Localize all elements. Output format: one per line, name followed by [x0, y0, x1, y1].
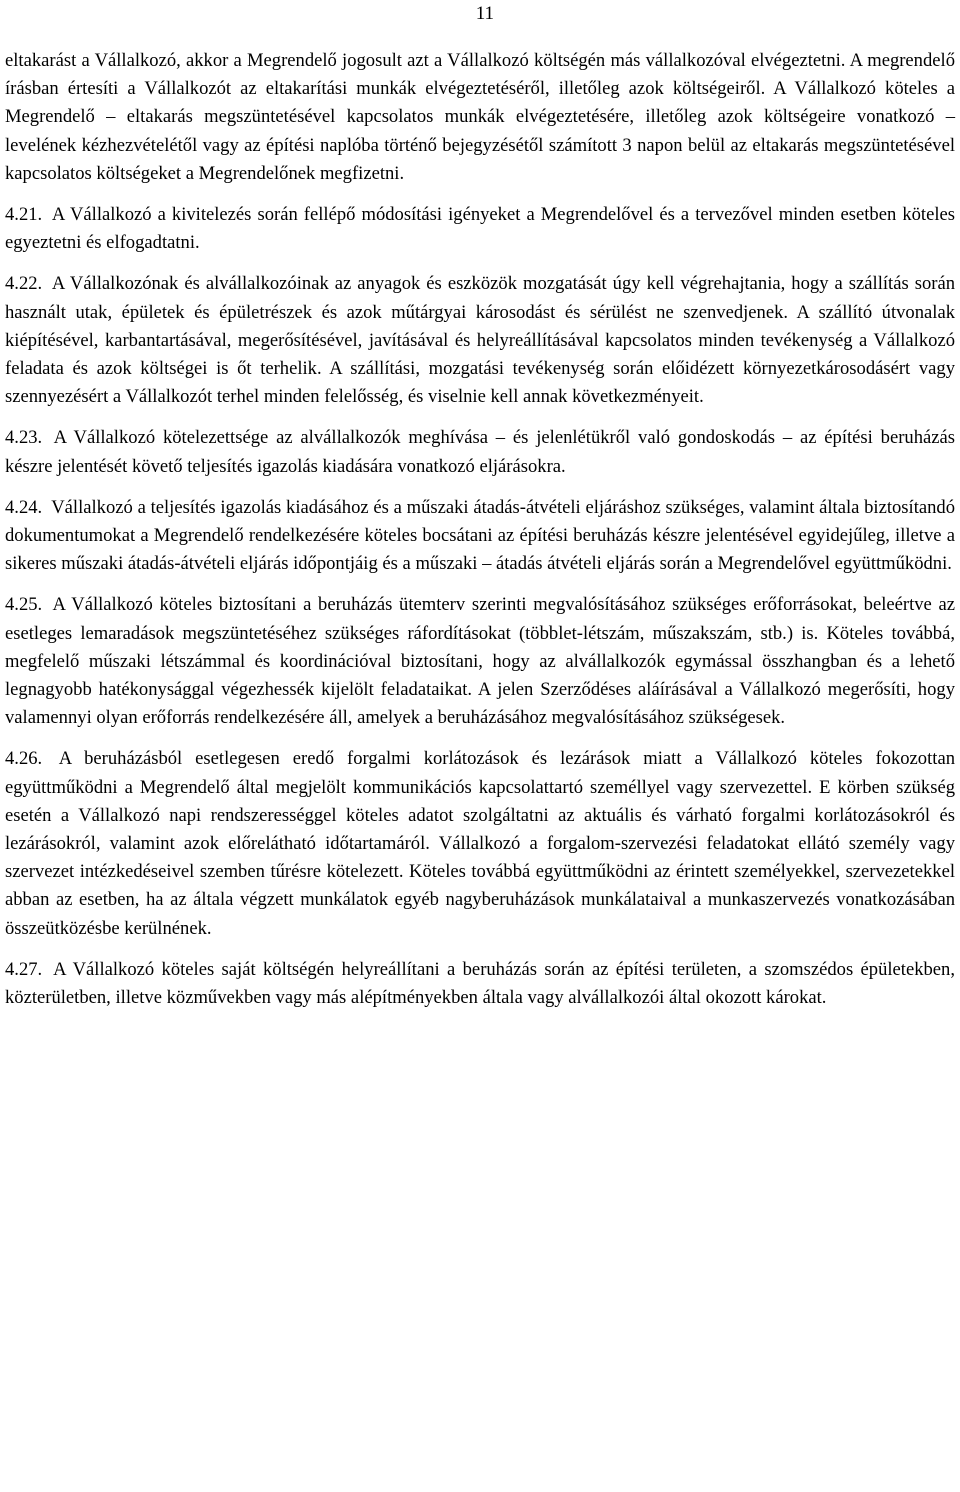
paragraph-number: 4.22. [5, 273, 43, 295]
document-body [5, 47, 955, 1025]
paragraph-4-22 [5, 270, 955, 411]
paragraph-number: 4.26. [5, 748, 43, 770]
paragraph-number: 4.23. [5, 427, 43, 449]
paragraph-number: 4.25. [5, 594, 43, 616]
paragraph-4-21 [5, 201, 955, 257]
paragraph-text: A Vállalkozó a kivitelezés során fellépő módosítási igényeket a Megrendelővel és a tervezővel minden esetben köteles egyeztetni és elfogadtatni. [5, 204, 955, 254]
paragraph-continuation [5, 47, 955, 188]
paragraph-4-24 [5, 494, 955, 579]
paragraph-number: 4.24. [5, 496, 43, 518]
paragraph-text: A Vállalkozó köteles biztosítani a beruházás ütemterv szerinti megvalósításához szükséges erőforrásokat, beleértve az esetleges lemaradások megszüntetéséhez szükséges ráfordításokat (többlet-létszám, műszakszám, stb.) is. Köteles továbbá, megfelelő műszaki létszámmal és koordinációval biztosítani, hogy az alvállalkozók egymással összhangban és a lehető legnagyobb hatékonysággal végezhessék kijelölt feladataikat. A jelen Szerződéses aláírásával a Vállalkozó megerősíti, hogy valamennyi olyan erőforrás rendelkezésére áll, amelyek a beruházásához megvalósításához szükségesek. [5, 594, 956, 729]
paragraph-text: Vállalkozó a teljesítés igazolás kiadásához és a műszaki átadás-átvételi eljáráshoz szükséges, valamint általa biztosítandó dokumentumokat a Megrendelő rendelkezésére köteles bocsátani az építési beruházás készre jelentésével egyidejűleg, illetve a sikeres műszaki átadás-átvételi eljárás időpontjáig és a műszaki – átadás átvételi eljárás során a Megrendelővel együttműködni. [5, 496, 955, 575]
paragraph-text: eltakarást a Vállalkozó, akkor a Megrendelő jogosult azt a Vállalkozó költségén más vállalkozóval elvégeztetni. A megrendelő írásban értesíti a Vállalkozót az eltakarítási munkák elvégeztetéséről, illetőleg azok költségeiről. A Vállalkozó köteles a Megrendelő – eltakarás megszüntetésével kapcsolatos munkák elvégeztetésére, illetőleg azok költségeire vonatkozó – levelének kézhezvételétől vagy az építési naplóba történő bejegyzésétől számított 3 napon belül az eltakarás megszüntetésével kapcsolatos költségeket a Megrendelőnek megfizetni. [5, 50, 955, 184]
paragraph-text: A Vállalkozónak és alvállalkozóinak az anyagok és eszközök mozgatását úgy kell végrehajtania, hogy a szállítás során használt utak, épületek és épületrészek és azok műtárgyai károsodást és sérülést ne szenvedjenek. A szállító útvonalak kiépítésével, karbantartásával, megerősítésével, javításával és helyreállításával kapcsolatos minden tevékenység a Vállalkozó feladata és azok költségei is őt terhelik. A szállítási, mozgatási tevékenység során előidézett környezetkárosodásért vagy szennyezésért a Vállalkozót terhel minden felelősség, és viselnie kell annak következményeit. [5, 273, 955, 408]
paragraph-text: A Vállalkozó kötelezettsége az alvállalkozók meghívása – és jelenlétükről való gondoskodás – az építési beruházás készre jelentését követő teljesítés igazolás kiadására vonatkozó eljárásokra. [5, 427, 955, 477]
paragraph-number: 4.27. [5, 958, 43, 980]
paragraph-4-26 [5, 745, 955, 942]
paragraph-text: A Vállalkozó köteles saját költségén helyreállítani a beruházás során az építési területen, a szomszédos épületekben, közterületben, illetve közművekben vagy más alépítményekben általa vagy alvállalkozói által okozott károkat. [5, 958, 956, 1009]
paragraph-text: A beruházásból esetlegesen eredő forgalmi korlátozások és lezárások miatt a Vállalkozó köteles fokozottan együttműködni a Megrendelő által megjelölt kommunikációs kapcsolattartó személlyel vagy szervezettel. E körben szükség esetén a Vállalkozó napi rendszerességgel köteles adatot szolgáltatni az aktuális és várható forgalmi korlátozásokról és lezárásokról, valamint azok előrelátható időtartamáról. Vállalkozó a forgalom-szervezési feladatokat ellátó személy vagy szervezet intézkedéseivel szemben tűrésre kötelezett. Köteles továbbá együttműködni az érintett személyekkel, szervezetekkel abban az esetben, ha az általa végzett munkálatok egyéb nagyberuházások munkálataival a munkaszervezés vonatkozásában összeütközésbe kerülnének. [5, 748, 955, 939]
paragraph-4-23 [5, 424, 955, 480]
paragraph-4-27 [5, 956, 955, 1012]
paragraph-number: 4.21. [5, 204, 43, 226]
paragraph-4-25 [5, 591, 955, 732]
page-number: 11 [475, 3, 494, 24]
